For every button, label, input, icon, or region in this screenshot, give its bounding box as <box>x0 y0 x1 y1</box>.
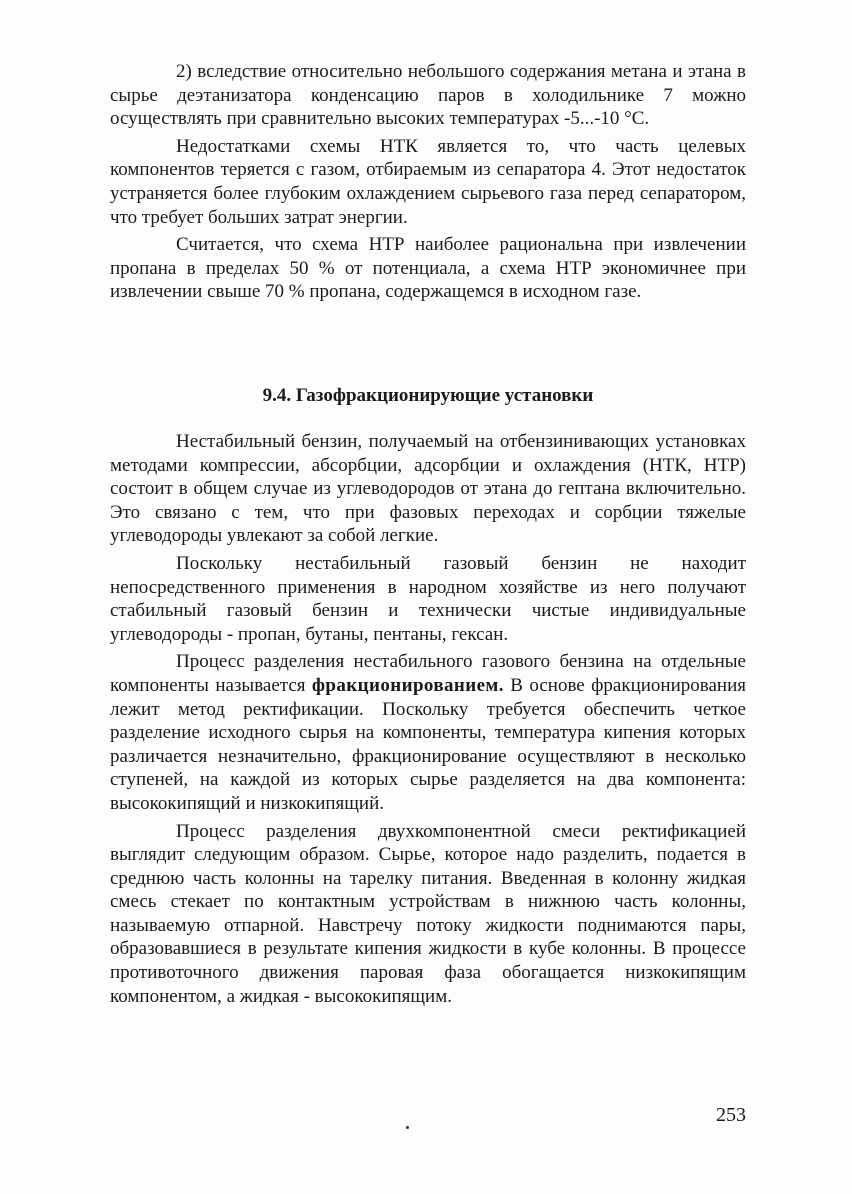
page-number: 253 <box>716 1104 746 1126</box>
paragraph-rectification-process: Процесс разделения двухкомпонентной смеси ректификацией выглядит следующим образом. Сырье, которое надо разделить, подается в среднюю часть колонны на тарелку питания. Введенная в колонну жидкая смесь стекает по контактным устройствам в нижнюю часть колонны, называемую отпарной. Навстречу потоку жидкости поднимаются пары, образовавшиеся в результате кипения жидкости в кубе колонны. В процессе противоточного движения паровая фаза обогащается низкокипящим компонентом, а жидкая - высококипящим. <box>110 820 746 1007</box>
fractionation-term: фракционированием. <box>311 674 504 696</box>
paragraph-condensation-note: 2) вследствие относительно небольшого содержания метана и этана в сырье деэтанизатора конденсацию паров в холодильнике 7 можно осуществлять при сравнительно высоких температурах -5...-10 °С. <box>110 61 746 130</box>
scan-dot-mark <box>406 1126 409 1129</box>
fractionation-text-end: В основе фракционирования лежит метод ректификации. Поскольку требуется обеспечить четкое разделение исходного сырья на компоненты, температура кипения которых различается незначительно, фракционирование осуществляют в несколько ступеней, на каждой из которых сырье разделяется на два компонента: высококипящий и низкокипящий. <box>110 674 747 814</box>
paragraph-ntr-rationality: Считается, что схема НТР наиболее рациональна при извлечении пропана в пределах 50 % от потенциала, а схема НТР экономичнее при извлечении свыше 70 % пропана, содержащемся в исходном газе. <box>110 234 746 303</box>
paragraph-ntk-drawbacks: Недостатками схемы НТК является то, что часть целевых компонентов теряется с газом, отбираемым из сепаратора 4. Этот недостаток устраняется более глубоким охлаждением сырьевого газа перед сепаратором, что требует больших затрат энергии. <box>110 135 746 228</box>
fractionation-text-start: Процесс разделения нестабильного газового бензина на отдельные компоненты называется <box>110 651 746 696</box>
paragraph-fractionation <box>110 650 746 815</box>
top-text-block <box>110 60 746 308</box>
section-heading: 9.4. Газофракционирующие установки <box>262 385 594 406</box>
paragraph-unstable-gasoline: Нестабильный бензин, получаемый на отбензинивающих установках методами компрессии, абсорбции, адсорбции и охлаждения (НТК, НТР) состоит в общем случае из углеводородов от этана до гептана включительно. Это связано с тем, что при фазовых переходах и сорбции тяжелые углеводороды увлекают за собой легкие. <box>110 431 746 547</box>
paragraph-stable-gasoline: Поскольку нестабильный газовый бензин не находит непосредственного применения в народном хозяйстве из него получают стабильный газовый бензин и технически чистые индивидуальные углеводороды - пропан, бутаны, пентаны, гексан. <box>110 552 746 645</box>
section-text-block <box>110 430 746 1012</box>
